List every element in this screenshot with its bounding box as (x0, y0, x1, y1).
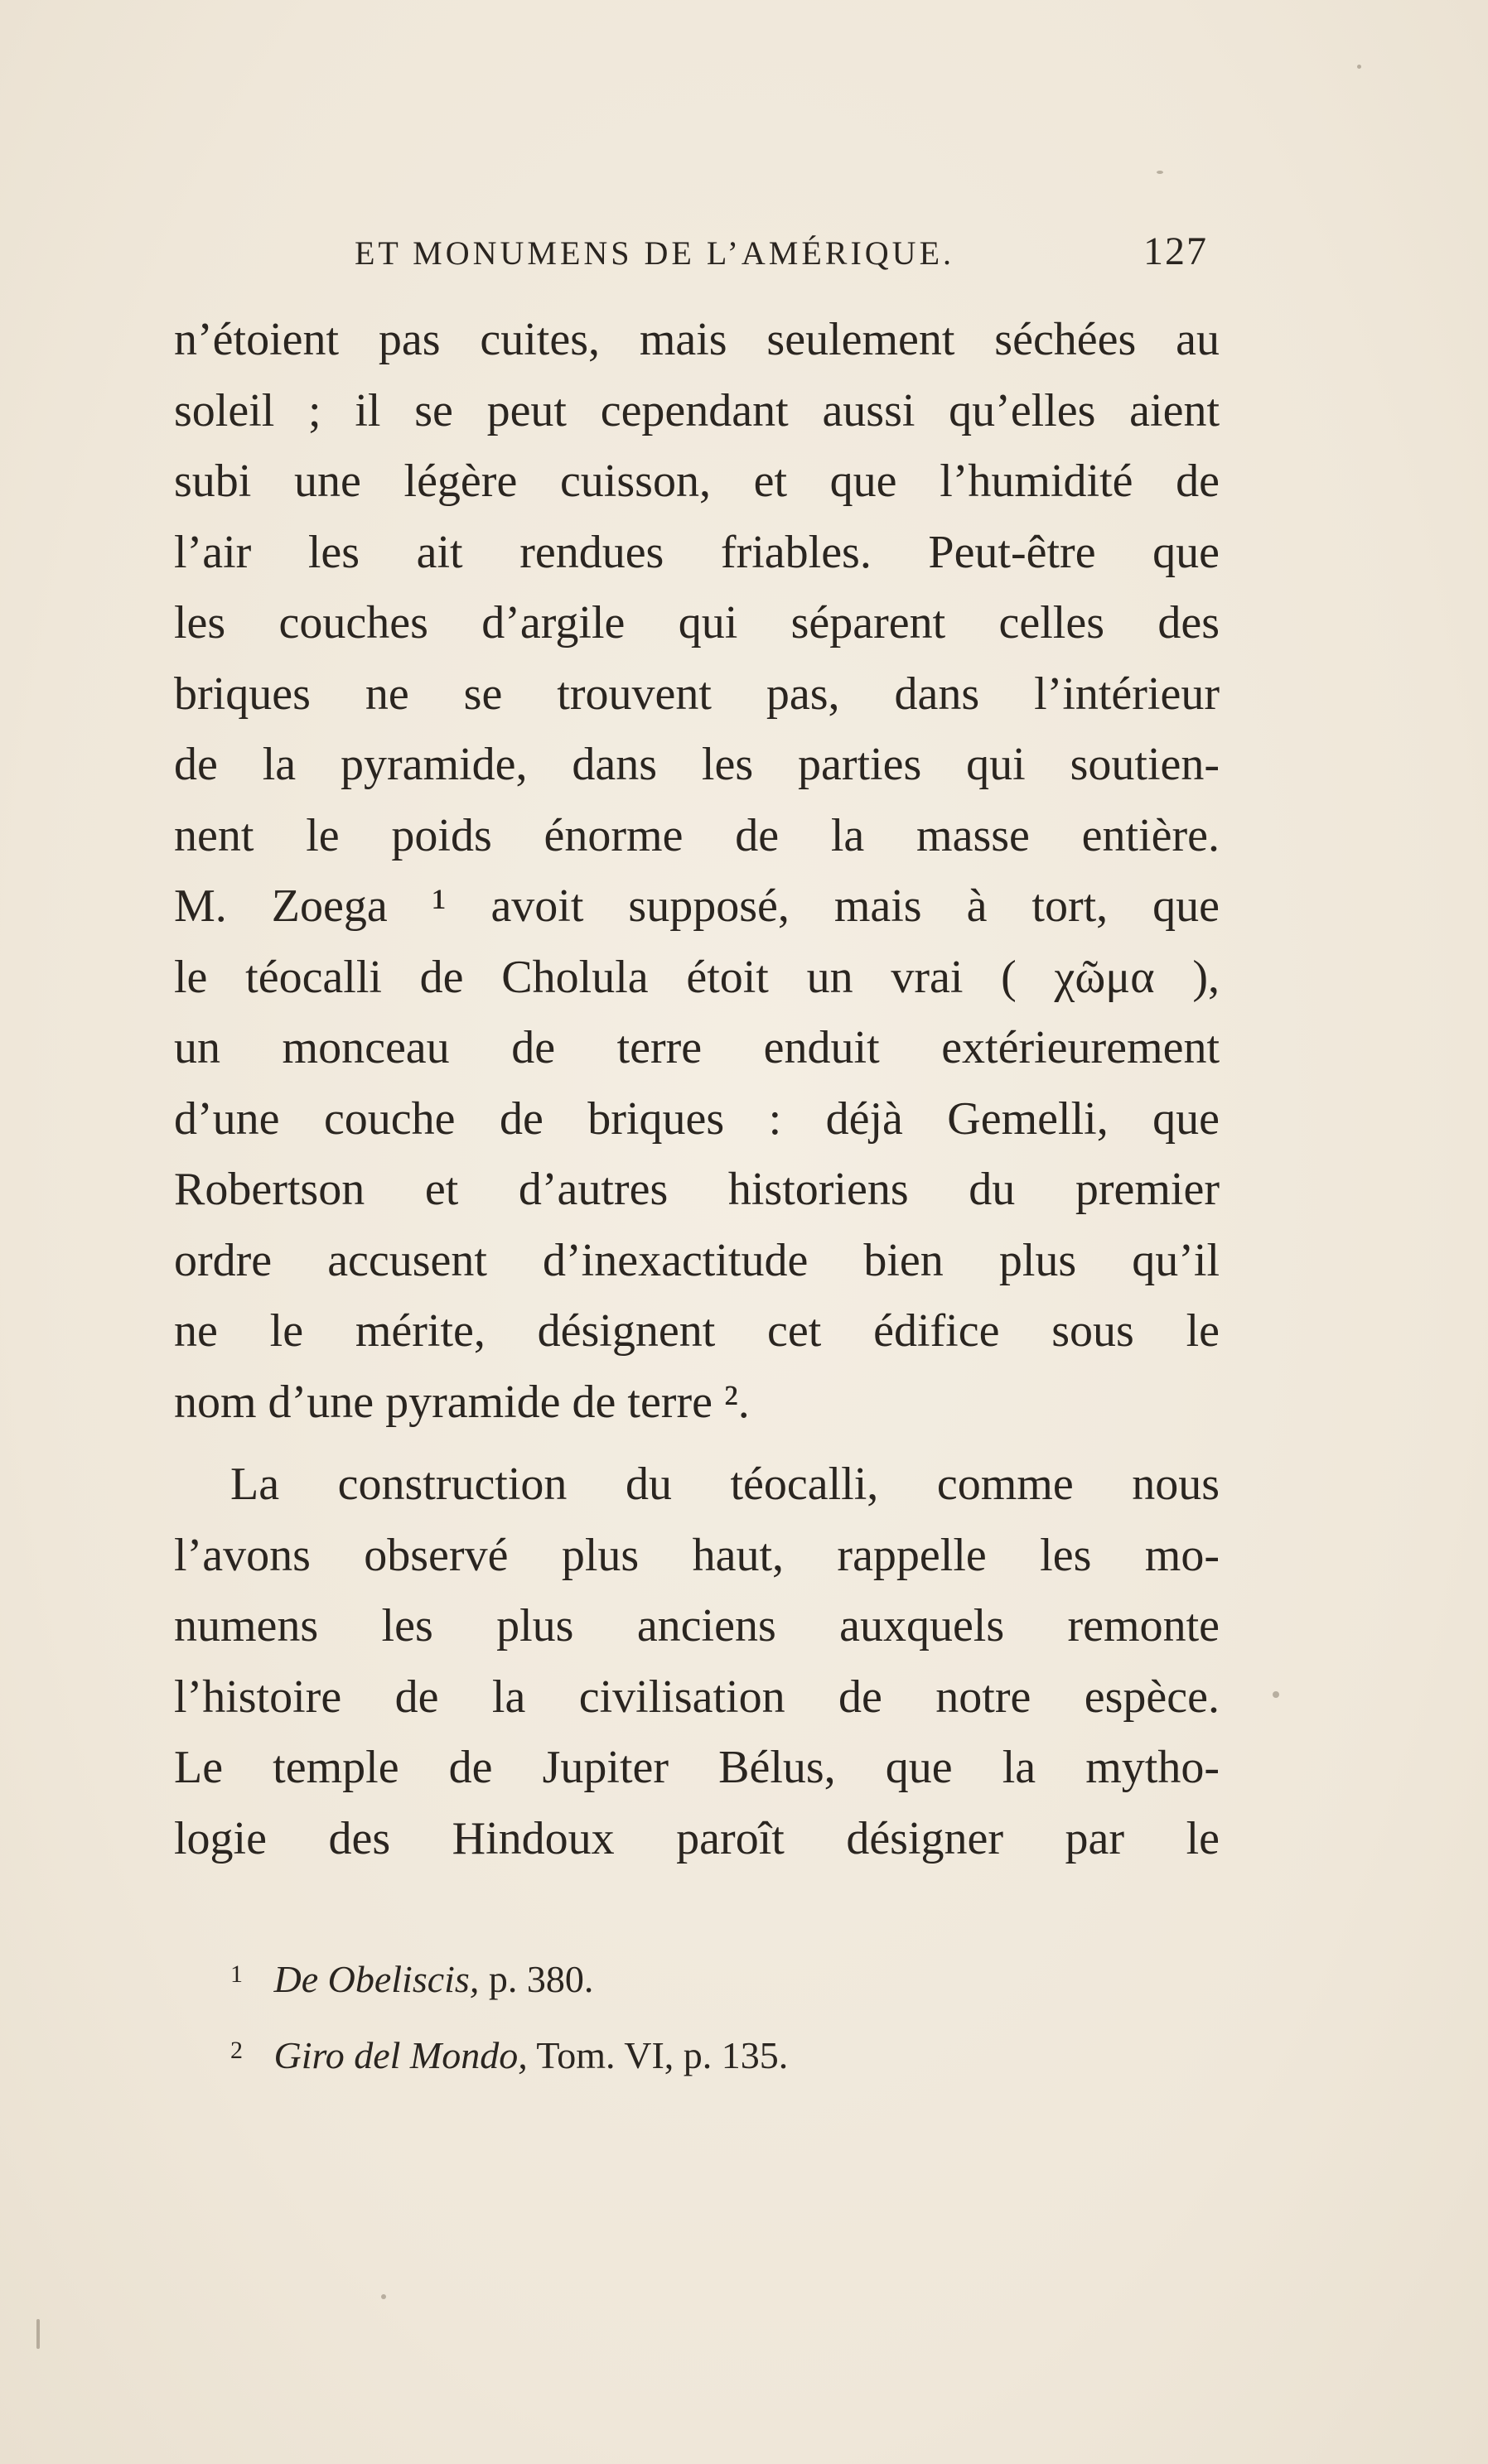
footnote-title: Giro del Mondo, (273, 2034, 528, 2076)
footnotes (230, 1936, 1059, 2089)
text-line: numens les plus anciens auxquels remonte (174, 1600, 1220, 1652)
page-number: 127 (1143, 229, 1208, 273)
text-line: nom d’une pyramide de terre ². (174, 1376, 750, 1428)
footnote (230, 1936, 1059, 2013)
footnote (230, 2013, 1059, 2089)
text-line: briques ne se trouvent pas, dans l’intérieur (174, 668, 1220, 720)
text-line: logie des Hindoux paroît désigner par le (174, 1812, 1220, 1864)
footnote-ref: p. 380. (488, 1958, 594, 2000)
running-head: ET MONUMENS DE L’AMÉRIQUE. (355, 234, 954, 272)
text-line: l’avons observé plus haut, rappelle les mo- (174, 1529, 1220, 1581)
text-line: l’histoire de la civilisation de notre espèce. (174, 1671, 1220, 1723)
text-line: M. Zoega ¹ avoit supposé, mais à tort, que (174, 880, 1220, 932)
paper-speck (36, 2319, 40, 2349)
paper-speck (1157, 171, 1163, 174)
text-line: de la pyramide, dans les parties qui soutien- (174, 739, 1220, 790)
footnote-mark: 1 (230, 1960, 243, 1988)
text-line: soleil ; il se peut cependant aussi qu’elles aient (174, 384, 1220, 436)
body-text (174, 305, 1220, 1874)
paragraph-gap (174, 1438, 1220, 1449)
text-line: n’étoient pas cuites, mais seulement séchées au (174, 314, 1220, 365)
text-line: La construction du téocalli, comme nous (230, 1459, 1220, 1510)
text-line: ne le mérite, désignent cet édifice sous le (174, 1305, 1220, 1357)
text-line: ordre accusent d’inexactitude bien plus qu’il (174, 1234, 1220, 1286)
text-line: un monceau de terre enduit extérieurement (174, 1022, 1220, 1073)
text-line: les couches d’argile qui séparent celles des (174, 597, 1220, 649)
text-line: d’une couche de briques : déjà Gemelli, que (174, 1092, 1220, 1145)
page-header (355, 229, 1208, 283)
paper-speck (381, 2294, 386, 2299)
paper-speck (1357, 65, 1361, 69)
text-line: Robertson et d’autres historiens du premier (174, 1164, 1220, 1215)
text-line: le téocalli de Cholula étoit un vrai ( χῶμα ), (174, 951, 1220, 1003)
paper-speck (1273, 1691, 1279, 1698)
text-line: l’air les ait rendues friables. Peut-être que (174, 526, 1220, 578)
footnote-mark: 2 (230, 2037, 243, 2064)
text-line: nent le poids énorme de la masse entière. (174, 809, 1220, 861)
footnote-title: De Obeliscis, (273, 1958, 480, 2000)
footnote-ref: Tom. VI, p. 135. (536, 2034, 789, 2076)
text-line: subi une légère cuisson, et que l’humidité de (174, 456, 1220, 507)
text-line: Le temple de Jupiter Bélus, que la mytho- (174, 1742, 1220, 1793)
